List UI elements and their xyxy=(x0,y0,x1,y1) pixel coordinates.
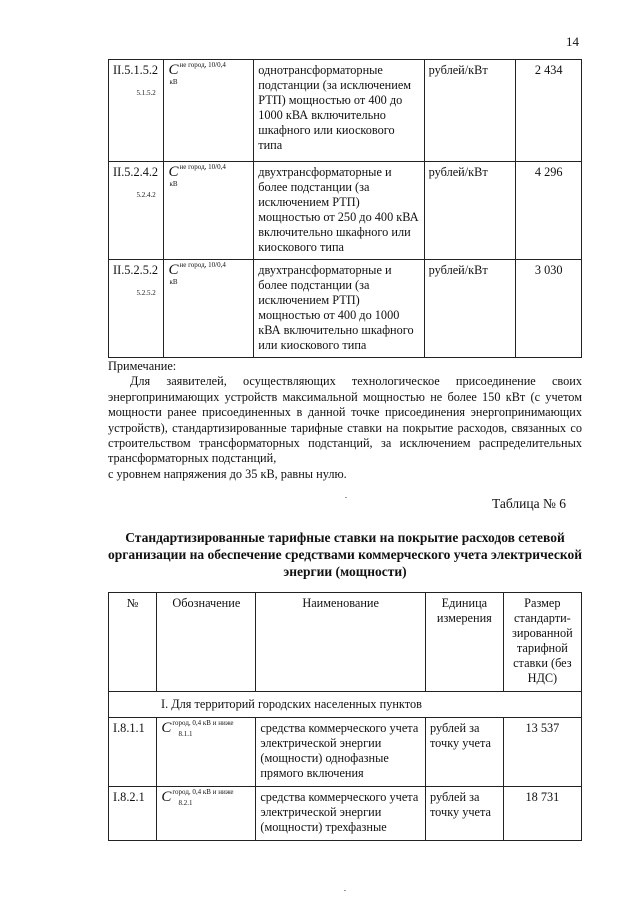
table-6-heading: Стандартизированные тарифные ставки на покрытие расходов сетевой организации на обеспечение средствами коммерческого учета электрической энергии (мощности) xyxy=(108,530,582,579)
row-designation: $C^{не город, 10/0,4 кВ}_{5.2.4.2}$ xyxy=(164,162,254,260)
row-id: II.5.2.4.2 xyxy=(109,162,164,260)
page-number: 14 xyxy=(566,34,579,49)
row-id: II.5.1.5.2 xyxy=(109,60,164,162)
row-name: двухтрансформаторные и более подстанции (за исключением РТП) мощностью от 250 до 400 кВА включительно шкафного или киоскового типа xyxy=(254,162,424,260)
note-last-line: с уровнем напряжения до 35 кВ, равны нулю. xyxy=(108,466,347,481)
row-unit: рублей/кВт xyxy=(424,162,516,260)
header-designation: Обозначение xyxy=(157,593,256,692)
row-id: I.8.2.1 xyxy=(109,787,157,841)
row-value: 2 434 xyxy=(516,60,582,162)
row-name: средства коммерческого учета электрической энергии (мощности) однофазные прямого включения xyxy=(256,718,426,787)
row-unit: рублей за точку учета xyxy=(425,787,503,841)
tariff-table-5-continued xyxy=(108,59,582,358)
row-designation: $C^{город, 0,4 кВ и ниже}_{8.1.1}$ xyxy=(157,718,256,787)
row-designation: $C^{не город, 10/0,4 кВ}_{5.2.5.2}$ xyxy=(164,260,254,358)
note-label: Примечание: xyxy=(108,359,177,373)
note-block xyxy=(108,359,582,482)
table-row xyxy=(109,260,582,358)
row-unit: рублей за точку учета xyxy=(425,718,503,787)
scan-speck xyxy=(345,497,347,498)
row-name: двухтрансформаторные и более подстанции (за исключением РТП) мощностью от 400 до 1000 кВА включительно шкафного или киоскового типа xyxy=(254,260,424,358)
header-unit: Единица измерения xyxy=(425,593,503,692)
section-title: I. Для территорий городских населенных пунктов xyxy=(109,692,582,718)
row-value: 18 731 xyxy=(503,787,581,841)
table-header-row xyxy=(109,593,582,692)
table-row xyxy=(109,718,582,787)
row-name: средства коммерческого учета электрической энергии (мощности) трехфазные xyxy=(256,787,426,841)
row-id: II.5.2.5.2 xyxy=(109,260,164,358)
row-unit: рублей/кВт xyxy=(424,260,516,358)
header-size: Размер стандарти-зированной тарифной ставки (без НДС) xyxy=(503,593,581,692)
header-num: № xyxy=(109,593,157,692)
row-value: 4 296 xyxy=(516,162,582,260)
section-row xyxy=(109,692,582,718)
row-designation: $C^{не город, 10/0,4 кВ}_{5.1.5.2}$ xyxy=(164,60,254,162)
tariff-table-6 xyxy=(108,592,582,841)
table-row xyxy=(109,60,582,162)
table-number-label: Таблица № 6 xyxy=(492,496,566,511)
table-row xyxy=(109,162,582,260)
row-unit: рублей/кВт xyxy=(424,60,516,162)
row-value: 13 537 xyxy=(503,718,581,787)
row-id: I.8.1.1 xyxy=(109,718,157,787)
scan-speck xyxy=(344,890,346,891)
header-name: Наименование xyxy=(256,593,426,692)
row-name: однотрансформаторные подстанции (за исключением РТП) мощностью от 400 до 1000 кВА включительно шкафного или киоскового типа xyxy=(254,60,424,162)
table-row xyxy=(109,787,582,841)
note-text: Для заявителей, осуществляющих технологическое присоединение своих энергопринимающих устройств максимальной мощностью не более 150 кВт (с учетом мощности ранее присоединенных в данной точке присоединения энергопринимающих устройств), стандартизированные тарифные ставки на покрытие расходов, связанных со строительством трансформаторных подстанций, за исключением распределительных трансформаторных подстанций, xyxy=(108,374,582,466)
row-designation: $C^{город, 0,4 кВ и ниже}_{8.2.1}$ xyxy=(157,787,256,841)
row-value: 3 030 xyxy=(516,260,582,358)
